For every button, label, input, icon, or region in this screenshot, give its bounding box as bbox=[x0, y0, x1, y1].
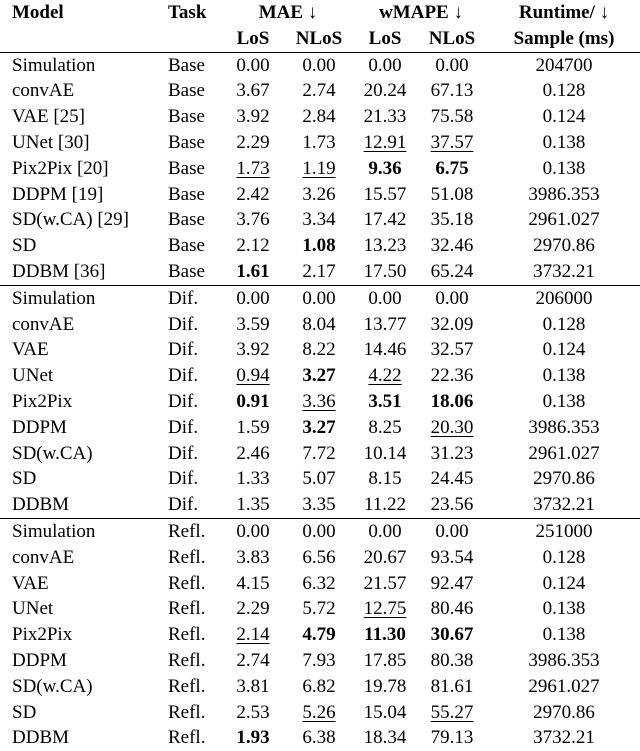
cell-task: Refl. bbox=[168, 598, 206, 620]
underlined-value: 37.57 bbox=[430, 131, 474, 153]
cell-runtime: 0.128 bbox=[542, 80, 586, 102]
cell-wm-los bbox=[354, 363, 416, 389]
cell-runtime: 0.138 bbox=[542, 624, 586, 646]
cell-mae-nlos: 2.84 bbox=[302, 106, 336, 128]
cell-wm-los: 10.14 bbox=[363, 442, 407, 464]
cell-mae-nlos: 3.35 bbox=[302, 494, 336, 516]
cell-model: UNet [30] bbox=[12, 131, 90, 153]
table-row bbox=[0, 725, 640, 751]
cell-mae-los: 0.91 bbox=[236, 390, 270, 412]
cell-model: Simulation bbox=[0, 285, 162, 311]
table-row bbox=[0, 52, 640, 78]
cell-wm-los bbox=[354, 596, 416, 622]
header-spacer-task bbox=[162, 26, 222, 52]
cell-task: Refl. bbox=[168, 701, 206, 723]
cell-wm-los: 20.67 bbox=[363, 546, 407, 568]
table-row bbox=[0, 312, 640, 338]
header-sample-ms: Sample (ms) bbox=[488, 26, 640, 52]
cell-runtime: 3986.353 bbox=[528, 183, 600, 205]
table-row bbox=[0, 518, 640, 544]
cell-wm-los: 17.50 bbox=[363, 260, 407, 282]
cell-runtime: 3732.21 bbox=[533, 727, 595, 749]
cell-wm-nlos: 35.18 bbox=[430, 209, 474, 231]
table-header bbox=[0, 0, 640, 52]
cell-model: DDPM bbox=[12, 649, 67, 671]
cell-wm-los: 0.00 bbox=[354, 285, 416, 311]
cell-model: DDPM bbox=[12, 416, 67, 438]
cell-wm-nlos: 80.46 bbox=[430, 598, 474, 620]
cell-mae-los: 1.33 bbox=[236, 468, 270, 490]
cell-wm-nlos: 32.57 bbox=[430, 339, 474, 361]
cell-task: Base bbox=[168, 235, 205, 257]
table-row bbox=[0, 259, 640, 285]
table-row bbox=[0, 492, 640, 518]
cell-mae-nlos: 4.79 bbox=[302, 624, 336, 646]
cell-mae-los: 2.74 bbox=[236, 649, 270, 671]
cell-model: SD(w.CA) bbox=[12, 675, 93, 697]
cell-task: Refl. bbox=[168, 727, 206, 749]
header-model: Model bbox=[12, 2, 64, 23]
cell-wm-nlos: 80.38 bbox=[430, 649, 474, 671]
cell-task: Refl. bbox=[168, 675, 206, 697]
cell-model: SD bbox=[12, 701, 37, 723]
cell-wm-nlos: 0.00 bbox=[435, 54, 469, 76]
cell-wm-nlos: 75.58 bbox=[430, 106, 474, 128]
cell-runtime: 0.138 bbox=[542, 157, 586, 179]
cell-model: UNet bbox=[12, 365, 54, 387]
cell-runtime: 0.124 bbox=[542, 339, 586, 361]
cell-wm-nlos: 32.46 bbox=[430, 235, 474, 257]
cell-wm-los: 8.15 bbox=[368, 468, 402, 490]
cell-mae-los: 3.59 bbox=[236, 313, 270, 335]
cell-wm-los: 21.33 bbox=[363, 106, 407, 128]
cell-wm-nlos: 32.09 bbox=[430, 313, 474, 335]
cell-task: Base bbox=[168, 183, 205, 205]
underlined-value: 20.30 bbox=[430, 416, 474, 438]
cell-wm-nlos: 65.24 bbox=[430, 260, 474, 282]
cell-mae-los: 4.15 bbox=[236, 572, 270, 594]
cell-model: VAE bbox=[12, 572, 49, 594]
cell-wm-los: 15.04 bbox=[363, 701, 407, 723]
cell-task: Dif. bbox=[168, 468, 199, 490]
cell-task: Dif. bbox=[168, 339, 199, 361]
header-wmape-los: LoS bbox=[354, 26, 416, 52]
cell-wm-nlos: 92.47 bbox=[430, 572, 474, 594]
table-group bbox=[0, 52, 640, 285]
underlined-value: 2.14 bbox=[236, 624, 270, 646]
cell-mae-los: 2.29 bbox=[236, 131, 270, 153]
cell-wm-los: 3.51 bbox=[368, 390, 402, 412]
cell-wm-los: 15.57 bbox=[363, 183, 407, 205]
cell-runtime: 0.138 bbox=[542, 365, 586, 387]
cell-runtime: 0.128 bbox=[542, 313, 586, 335]
cell-runtime: 204700 bbox=[535, 54, 593, 76]
cell-wm-nlos: 93.54 bbox=[430, 546, 474, 568]
cell-wm-nlos: 0.00 bbox=[416, 285, 488, 311]
table-row bbox=[0, 545, 640, 571]
cell-wm-los: 18.34 bbox=[363, 727, 407, 749]
cell-task: Base bbox=[168, 260, 205, 282]
cell-wm-nlos: 51.08 bbox=[430, 183, 474, 205]
table-row bbox=[0, 78, 640, 104]
cell-wm-nlos: 79.13 bbox=[430, 727, 474, 749]
cell-mae-nlos: 6.82 bbox=[302, 675, 336, 697]
table-row bbox=[0, 104, 640, 130]
cell-model: convAE bbox=[12, 313, 75, 335]
cell-mae-nlos: 3.27 bbox=[302, 416, 336, 438]
cell-mae-los: 3.92 bbox=[236, 106, 270, 128]
cell-model: SD(w.CA) [29] bbox=[12, 209, 129, 231]
cell-mae-nlos: 6.56 bbox=[302, 546, 336, 568]
cell-mae-los bbox=[222, 622, 284, 648]
cell-runtime: 251000 bbox=[488, 518, 640, 544]
cell-mae-nlos: 8.04 bbox=[302, 313, 336, 335]
cell-mae-los: 1.61 bbox=[236, 260, 270, 282]
header-mae: MAE ↓ bbox=[258, 2, 318, 23]
cell-model: SD bbox=[12, 468, 37, 490]
cell-mae-nlos bbox=[284, 156, 354, 182]
cell-runtime: 0.138 bbox=[542, 390, 586, 412]
table-row bbox=[0, 622, 640, 648]
table-row bbox=[0, 207, 640, 233]
cell-wm-los: 11.30 bbox=[364, 624, 406, 646]
header-spacer-model bbox=[0, 26, 162, 52]
cell-task: Refl. bbox=[168, 546, 206, 568]
cell-wm-nlos bbox=[416, 700, 488, 726]
table-row bbox=[0, 182, 640, 208]
cell-mae-los: 1.93 bbox=[236, 727, 270, 749]
table-row bbox=[0, 466, 640, 492]
cell-task: Dif. bbox=[168, 365, 199, 387]
cell-wm-nlos: 67.13 bbox=[430, 80, 474, 102]
table-row bbox=[0, 363, 640, 389]
cell-mae-nlos: 3.26 bbox=[302, 183, 336, 205]
cell-wm-los: 8.25 bbox=[368, 416, 402, 438]
cell-runtime: 2961.027 bbox=[528, 209, 600, 231]
cell-task: Base bbox=[168, 54, 205, 76]
cell-wm-nlos bbox=[416, 130, 488, 156]
cell-model: Pix2Pix bbox=[12, 624, 73, 646]
cell-task: Refl. bbox=[168, 649, 206, 671]
cell-mae-los: 2.12 bbox=[236, 235, 270, 257]
cell-wm-los: 17.42 bbox=[363, 209, 407, 231]
cell-runtime: 3986.353 bbox=[528, 416, 600, 438]
cell-mae-nlos: 3.27 bbox=[302, 365, 336, 387]
cell-model: Pix2Pix bbox=[12, 390, 73, 412]
cell-wm-nlos: 31.23 bbox=[430, 442, 474, 464]
table-row bbox=[0, 571, 640, 597]
cell-model: Simulation bbox=[12, 54, 96, 76]
cell-model: DDBM bbox=[12, 494, 70, 516]
cell-mae-los: 2.53 bbox=[236, 701, 270, 723]
cell-mae-nlos: 1.73 bbox=[302, 131, 336, 153]
cell-wm-los: 20.24 bbox=[363, 80, 407, 102]
cell-runtime: 2970.86 bbox=[533, 701, 595, 723]
header-wmape-nlos: NLoS bbox=[416, 26, 488, 52]
cell-task: Dif. bbox=[168, 494, 199, 516]
cell-mae-nlos: 0.00 bbox=[284, 518, 354, 544]
cell-mae-los: 2.29 bbox=[236, 598, 270, 620]
header-mae-los: LoS bbox=[222, 26, 284, 52]
cell-runtime: 3732.21 bbox=[533, 260, 595, 282]
table-row bbox=[0, 285, 640, 311]
cell-model: convAE bbox=[12, 546, 75, 568]
cell-wm-nlos bbox=[416, 415, 488, 441]
header-runtime: Runtime/ ↓ bbox=[518, 2, 610, 23]
cell-task: Base bbox=[168, 157, 205, 179]
cell-task: Refl. bbox=[162, 518, 222, 544]
cell-runtime: 0.138 bbox=[542, 598, 586, 620]
cell-mae-los: 0.00 bbox=[236, 54, 270, 76]
cell-mae-los: 2.42 bbox=[236, 183, 270, 205]
table-row bbox=[0, 648, 640, 674]
cell-mae-los: 3.81 bbox=[236, 675, 270, 697]
cell-wm-los: 19.78 bbox=[363, 675, 407, 697]
cell-wm-los: 11.22 bbox=[363, 494, 407, 516]
cell-mae-nlos: 0.00 bbox=[302, 54, 336, 76]
cell-mae-los: 2.46 bbox=[236, 442, 270, 464]
table-row bbox=[0, 441, 640, 467]
cell-model: VAE bbox=[12, 339, 49, 361]
cell-runtime: 3986.353 bbox=[528, 649, 600, 671]
cell-model: SD(w.CA) bbox=[12, 442, 93, 464]
cell-mae-nlos: 2.74 bbox=[302, 80, 336, 102]
table-row bbox=[0, 130, 640, 156]
cell-model: convAE bbox=[12, 80, 75, 102]
table-group bbox=[0, 285, 640, 518]
table-row bbox=[0, 389, 640, 415]
cell-model: SD bbox=[12, 235, 37, 257]
table-row bbox=[0, 415, 640, 441]
cell-model: UNet bbox=[12, 598, 54, 620]
underlined-value: 0.94 bbox=[236, 365, 270, 387]
header-mae-nlos: NLoS bbox=[284, 26, 354, 52]
cell-wm-los: 13.23 bbox=[363, 235, 407, 257]
cell-mae-nlos: 1.08 bbox=[302, 235, 336, 257]
cell-runtime: 206000 bbox=[488, 285, 640, 311]
table-group bbox=[0, 518, 640, 751]
underlined-value: 12.75 bbox=[363, 598, 407, 620]
cell-wm-nlos: 24.45 bbox=[430, 468, 474, 490]
cell-runtime: 2970.86 bbox=[533, 468, 595, 490]
cell-task: Refl. bbox=[168, 572, 206, 594]
cell-mae-los: 1.35 bbox=[236, 494, 270, 516]
cell-wm-los: 17.85 bbox=[363, 649, 407, 671]
cell-mae-nlos: 6.32 bbox=[302, 572, 336, 594]
cell-mae-nlos bbox=[284, 389, 354, 415]
cell-mae-los: 1.59 bbox=[236, 416, 270, 438]
underlined-value: 12.91 bbox=[363, 131, 407, 153]
cell-mae-los: 3.67 bbox=[236, 80, 270, 102]
cell-mae-los: 3.76 bbox=[236, 209, 270, 231]
cell-task: Base bbox=[168, 209, 205, 231]
cell-mae-nlos: 0.00 bbox=[284, 285, 354, 311]
table-row bbox=[0, 596, 640, 622]
cell-mae-los: 3.92 bbox=[236, 339, 270, 361]
cell-wm-los: 0.00 bbox=[354, 518, 416, 544]
cell-mae-nlos: 6.38 bbox=[302, 727, 336, 749]
cell-model: DDBM [36] bbox=[12, 260, 106, 282]
cell-task: Dif. bbox=[168, 313, 199, 335]
cell-wm-nlos: 0.00 bbox=[416, 518, 488, 544]
underlined-value: 3.36 bbox=[302, 390, 336, 412]
cell-model: Pix2Pix [20] bbox=[12, 157, 109, 179]
table-row bbox=[0, 700, 640, 726]
cell-wm-nlos: 18.06 bbox=[430, 390, 474, 412]
cell-mae-nlos: 7.72 bbox=[302, 442, 336, 464]
cell-runtime: 2961.027 bbox=[528, 442, 600, 464]
cell-wm-los bbox=[354, 130, 416, 156]
cell-model: DDPM [19] bbox=[12, 183, 104, 205]
cell-runtime: 2961.027 bbox=[528, 675, 600, 697]
cell-mae-nlos: 5.07 bbox=[302, 468, 336, 490]
underlined-value: 55.27 bbox=[430, 701, 474, 723]
cell-runtime: 0.138 bbox=[542, 131, 586, 153]
cell-runtime: 0.124 bbox=[542, 106, 586, 128]
underlined-value: 1.73 bbox=[236, 157, 270, 179]
cell-task: Dif. bbox=[168, 442, 199, 464]
cell-model: VAE [25] bbox=[12, 106, 86, 128]
cell-mae-los: 3.83 bbox=[236, 546, 270, 568]
cell-wm-nlos: 6.75 bbox=[435, 157, 469, 179]
cell-mae-los bbox=[222, 156, 284, 182]
cell-mae-los: 0.00 bbox=[222, 518, 284, 544]
cell-wm-los: 21.57 bbox=[363, 572, 407, 594]
cell-task: Refl. bbox=[168, 624, 206, 646]
table-row bbox=[0, 233, 640, 259]
cell-mae-nlos bbox=[284, 700, 354, 726]
cell-runtime: 0.128 bbox=[542, 546, 586, 568]
cell-wm-los: 0.00 bbox=[368, 54, 402, 76]
cell-mae-los: 0.00 bbox=[222, 285, 284, 311]
cell-task: Base bbox=[168, 131, 205, 153]
cell-wm-nlos: 23.56 bbox=[430, 494, 474, 516]
cell-runtime: 2970.86 bbox=[533, 235, 595, 257]
cell-mae-los bbox=[222, 363, 284, 389]
cell-wm-los: 13.77 bbox=[363, 313, 407, 335]
underlined-value: 5.26 bbox=[302, 701, 336, 723]
cell-model: DDBM bbox=[12, 727, 70, 749]
cell-wm-nlos: 30.67 bbox=[430, 624, 474, 646]
underlined-value: 4.22 bbox=[368, 365, 402, 387]
cell-runtime: 3732.21 bbox=[533, 494, 595, 516]
cell-runtime: 0.124 bbox=[542, 572, 586, 594]
cell-mae-nlos: 5.72 bbox=[302, 598, 336, 620]
cell-mae-nlos: 8.22 bbox=[302, 339, 336, 361]
cell-model: Simulation bbox=[0, 518, 162, 544]
cell-task: Dif. bbox=[168, 416, 199, 438]
cell-task: Base bbox=[168, 80, 205, 102]
table-row bbox=[0, 156, 640, 182]
cell-mae-nlos: 7.93 bbox=[302, 649, 336, 671]
cell-wm-los: 14.46 bbox=[363, 339, 407, 361]
cell-task: Dif. bbox=[168, 390, 199, 412]
table-row bbox=[0, 674, 640, 700]
cell-mae-nlos: 3.34 bbox=[302, 209, 336, 231]
cell-wm-nlos: 22.36 bbox=[430, 365, 474, 387]
cell-task: Base bbox=[168, 106, 205, 128]
table-row bbox=[0, 337, 640, 363]
cell-task: Dif. bbox=[162, 285, 222, 311]
cell-wm-nlos: 81.61 bbox=[430, 675, 474, 697]
header-wmape: wMAPE ↓ bbox=[379, 2, 463, 23]
underlined-value: 1.19 bbox=[302, 157, 336, 179]
cell-mae-nlos: 2.17 bbox=[302, 260, 336, 282]
cell-wm-los: 9.36 bbox=[368, 157, 402, 179]
header-task: Task bbox=[168, 2, 207, 23]
